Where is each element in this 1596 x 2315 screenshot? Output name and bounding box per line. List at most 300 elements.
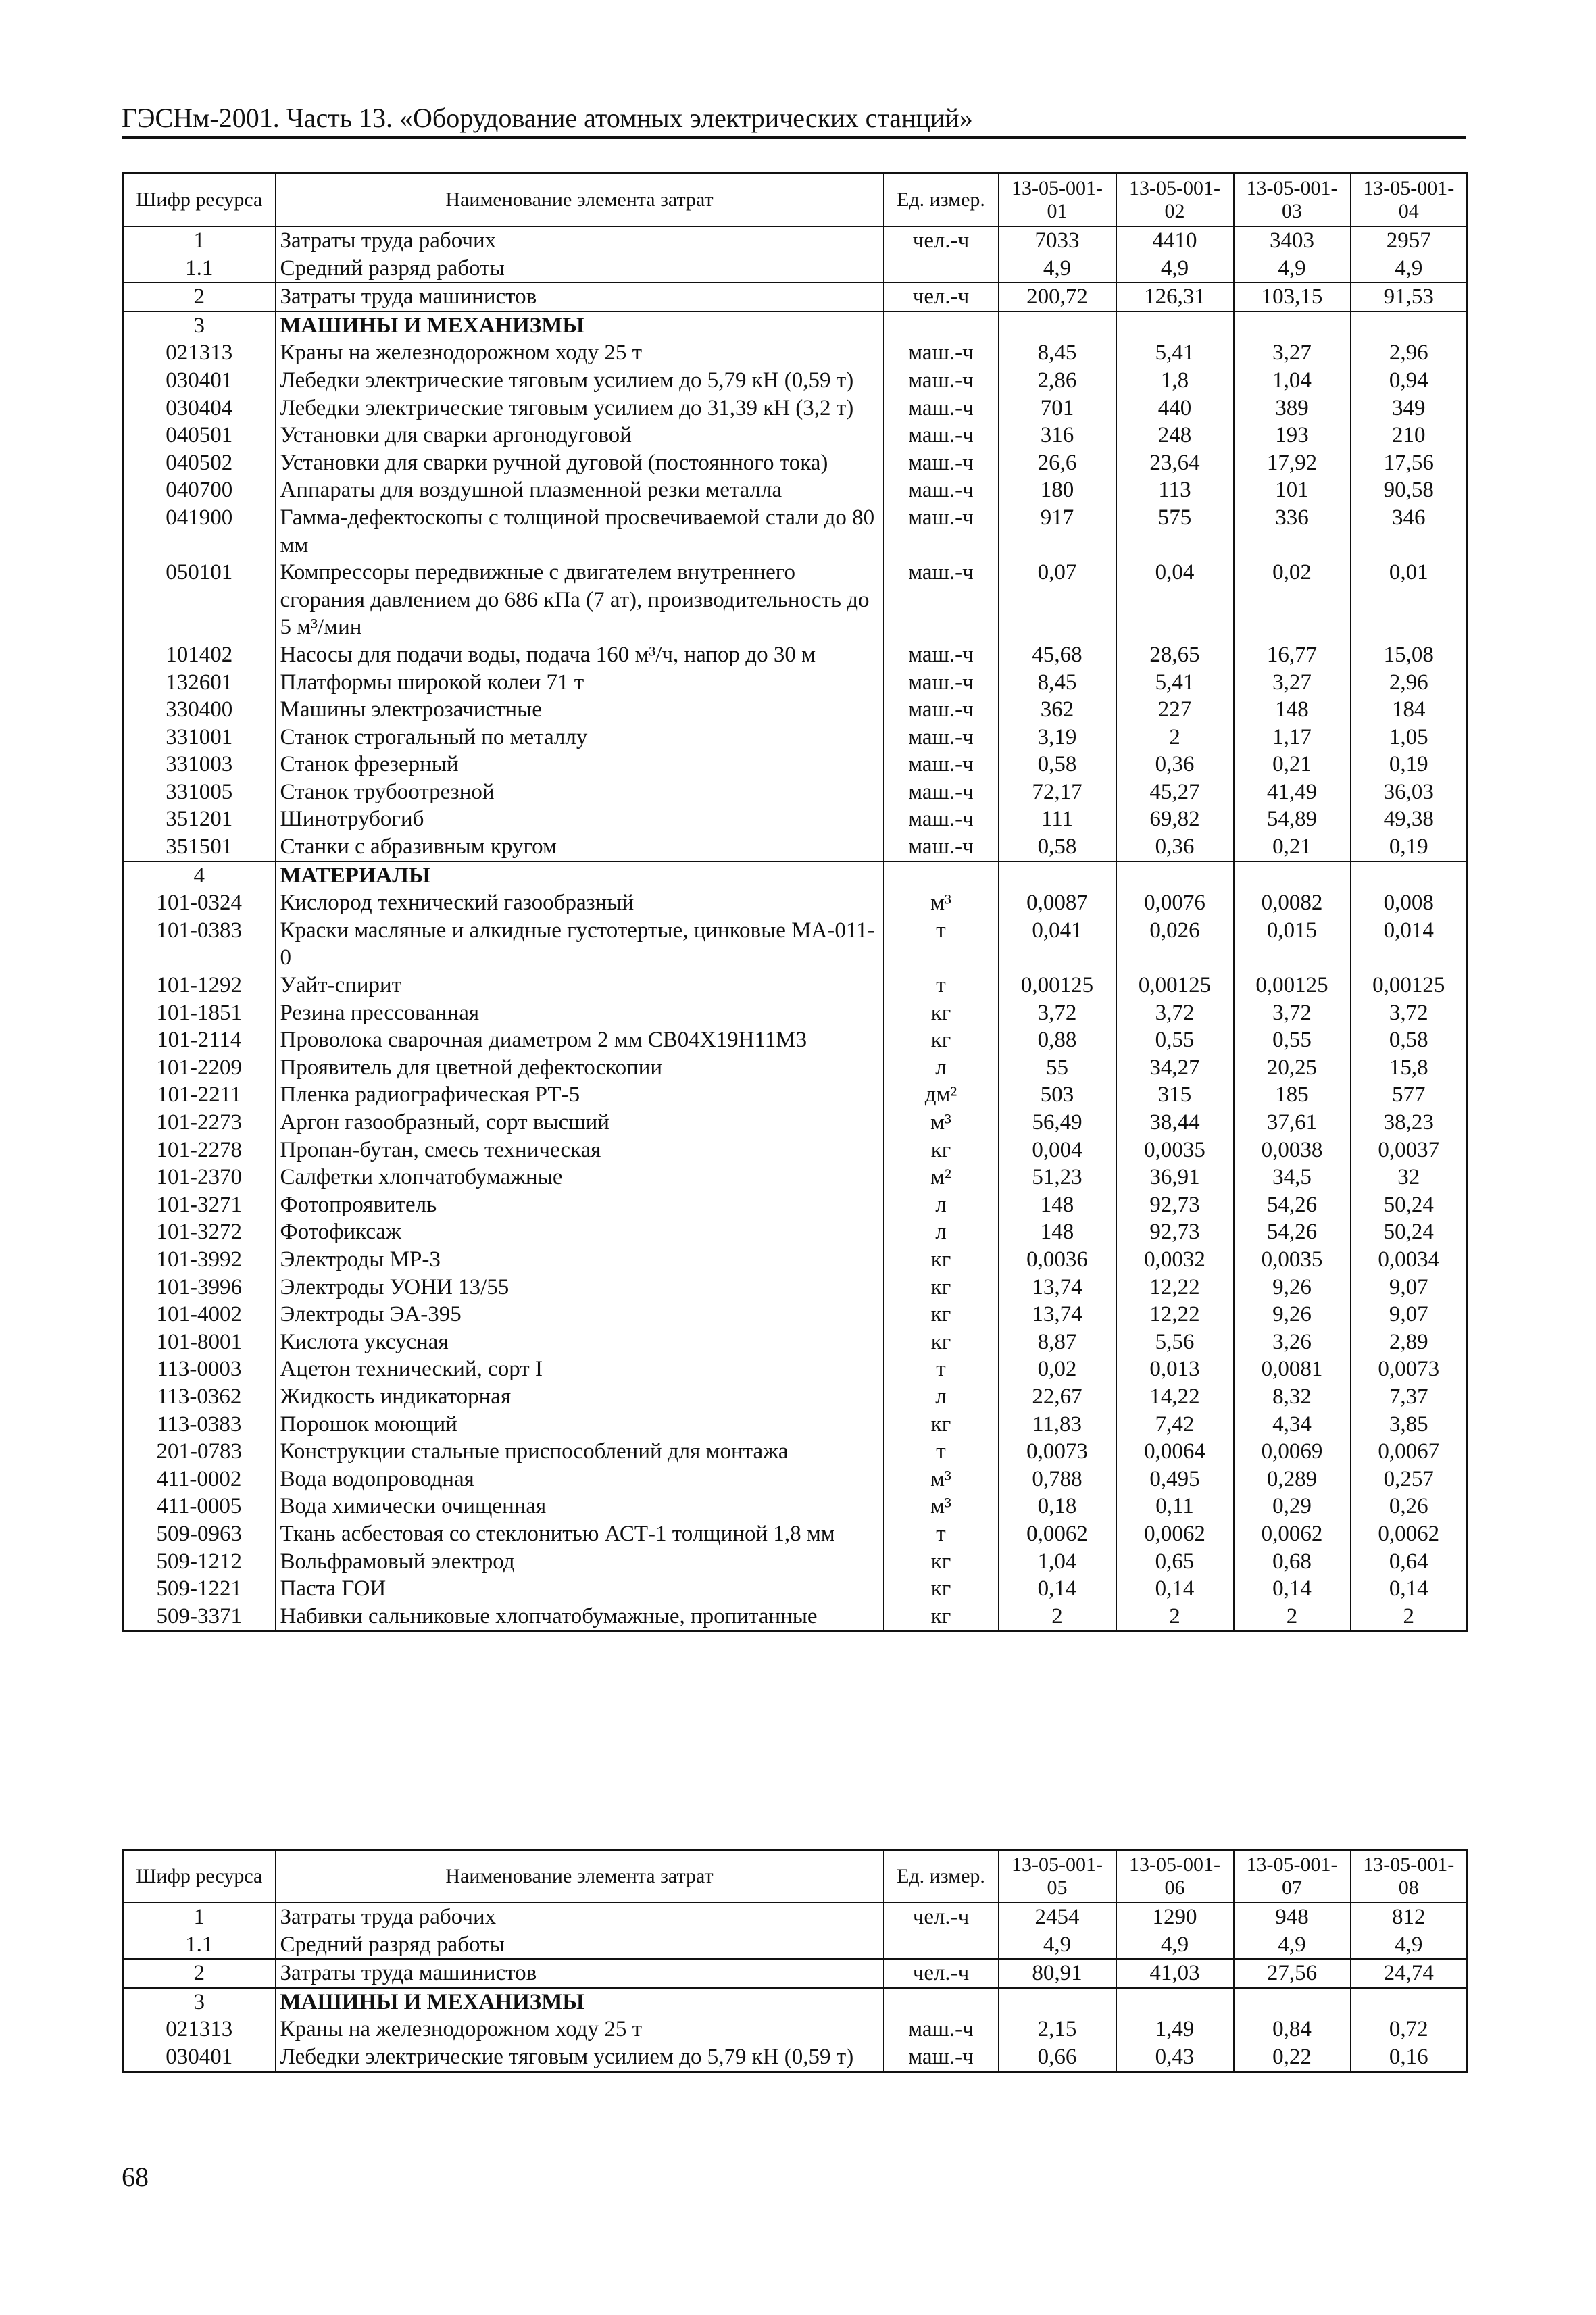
cost-element-name: Лебедки электрические тяговым усилием до 31,39 кН (3,2 т) [276,395,884,422]
header-unit: Ед. измер. [884,174,999,227]
value-col-1: 13,74 [999,1274,1116,1301]
cost-element-name: Краны на железнодорожном ходу 25 т [276,339,884,367]
value-col-2: 0,0064 [1116,1438,1234,1466]
value-col-4: 0,0073 [1378,1357,1440,1382]
table-header-row [123,1850,1468,1903]
value-col-2: 0,0062 [1116,1520,1234,1548]
value-col-2: 575 [1116,504,1234,559]
resource-table-2 [122,1849,1468,2073]
table-row [123,449,1468,477]
value-col-3: 4,34 [1234,1411,1351,1439]
resource-code: 041900 [123,504,276,559]
value-col-3: 0,015 [1234,917,1351,972]
table-row [123,1988,1468,2016]
value-col-2: 5,56 [1116,1328,1234,1356]
cost-element-name: МАШИНЫ И МЕХАНИЗМЫ [276,1988,884,2016]
value-col-4: 2,96 [1389,670,1428,695]
value-col-3: 0,289 [1234,1466,1351,1493]
value-col-4: 9,07 [1389,1302,1428,1327]
value-col-2: 12,22 [1116,1274,1234,1301]
header-name: Наименование элемента затрат [276,174,884,227]
table-row [123,751,1468,778]
table-row [123,367,1468,395]
value-col-2: 0,495 [1116,1466,1234,1493]
unit: л [884,1054,999,1082]
value-col-2: 34,27 [1116,1054,1234,1082]
cost-element-name: Средний разряд работы [276,1931,884,1960]
value-col-1: 0,02 [999,1355,1116,1383]
value-col-3: 27,56 [1234,1959,1351,1988]
value-col-3: 101 [1234,476,1351,504]
table-row [123,696,1468,724]
unit: т [884,1520,999,1548]
resource-code: 101402 [123,641,276,669]
table-row [123,1301,1468,1328]
unit: кг [884,1301,999,1328]
value-col-2 [1116,862,1234,890]
header-name: Наименование элемента затрат [276,1850,884,1903]
value-col-1: 8,45 [999,669,1116,697]
cost-element-name: Станок фрезерный [276,751,884,778]
value-col-3: 1,04 [1234,367,1351,395]
table-row [123,641,1468,669]
value-col-2: 4,9 [1116,1931,1234,1960]
value-col-3: 3403 [1234,226,1351,255]
value-col-1: 45,68 [999,641,1116,669]
value-col-1: 3,19 [999,724,1116,751]
unit: м³ [884,1109,999,1137]
header-col-2: 13-05-001-06 [1116,1850,1234,1903]
value-col-1 [999,862,1116,890]
value-col-2: 5,41 [1116,669,1234,697]
cost-element-name: Лебедки электрические тяговым усилием до 5,79 кН (0,59 т) [276,2043,884,2072]
unit: маш.-ч [884,833,999,862]
value-col-1: 180 [999,476,1116,504]
value-col-3: 54,89 [1234,805,1351,833]
value-col-2: 5,41 [1116,339,1234,367]
table-row [123,805,1468,833]
cost-element-name: Затраты труда машинистов [276,282,884,312]
resource-code: 021313 [123,2016,276,2043]
value-col-4: 0,01 [1389,560,1428,585]
resource-code: 509-3371 [123,1603,276,1631]
header-code: Шифр ресурса [123,174,276,227]
table-row [123,1493,1468,1520]
cost-element-name: Набивки сальниковые хлопчатобумажные, пропитанные [276,1603,884,1631]
value-col-1: 316 [999,422,1116,449]
cost-element-name: Затраты труда рабочих [276,1903,884,1931]
value-col-4: 3,85 [1389,1412,1428,1437]
table-row [123,339,1468,367]
value-col-2: 0,013 [1116,1355,1234,1383]
unit: маш.-ч [884,422,999,449]
unit [884,862,999,890]
value-col-4: 36,03 [1383,779,1434,804]
cost-element-name: Проволока сварочная диаметром 2 мм СВ04Х19Н11М3 [276,1026,884,1054]
value-col-4: 2957 [1351,226,1468,255]
value-col-4: 3,72 [1389,1000,1428,1025]
value-col-1: 0,0036 [999,1246,1116,1274]
resource-code: 101-2114 [123,1026,276,1054]
value-col-3: 103,15 [1234,282,1351,312]
value-col-1: 2454 [999,1903,1116,1931]
value-col-3: 3,26 [1234,1328,1351,1356]
unit: л [884,1218,999,1246]
value-col-1: 0,58 [999,751,1116,778]
table-row [123,1355,1468,1383]
value-col-2: 3,72 [1116,999,1234,1027]
resource-code: 040700 [123,476,276,504]
value-col-3: 3,27 [1234,339,1351,367]
value-col-3: 0,0081 [1234,1355,1351,1383]
value-col-2: 0,0076 [1116,889,1234,917]
cost-element-name: Вольфрамовый электрод [276,1548,884,1576]
page-number: 68 [122,2162,149,2192]
resource-code: 113-0003 [123,1355,276,1383]
unit: маш.-ч [884,395,999,422]
value-col-1: 0,66 [999,2043,1116,2072]
value-col-4: 0,257 [1383,1466,1434,1491]
resource-code: 040501 [123,422,276,449]
cost-element-name: Лебедки электрические тяговым усилием до 5,79 кН (0,59 т) [276,367,884,395]
page-title: ГЭСНм-2001. Часть 13. «Оборудование атомных электрических станций» [122,103,973,133]
value-col-1: 0,041 [999,917,1116,972]
unit: маш.-ч [884,449,999,477]
value-col-3: 0,02 [1234,559,1351,641]
value-col-2: 0,43 [1116,2043,1234,2072]
cost-element-name: Порошок моющий [276,1411,884,1439]
resource-code: 101-2278 [123,1137,276,1164]
table-row [123,999,1468,1027]
value-col-1: 55 [999,1054,1116,1082]
resource-code: 101-0324 [123,889,276,917]
unit: маш.-ч [884,367,999,395]
table-row [123,476,1468,504]
value-col-4: 577 [1392,1082,1426,1107]
cost-element-name: Паста ГОИ [276,1575,884,1603]
resource-code: 101-1851 [123,999,276,1027]
value-col-3: 20,25 [1234,1054,1351,1082]
resource-code: 113-0362 [123,1383,276,1411]
value-col-1: 0,14 [999,1575,1116,1603]
value-col-2: 440 [1116,395,1234,422]
table-row [123,1411,1468,1439]
value-col-4: 38,23 [1383,1110,1434,1135]
cost-element-name: Станок строгальный по металлу [276,724,884,751]
value-col-3: 2 [1234,1603,1351,1631]
table-row [123,669,1468,697]
value-col-4: 0,0034 [1378,1247,1440,1272]
value-col-4: 2,96 [1389,341,1428,366]
unit: маш.-ч [884,2043,999,2072]
header-col-4: 13-05-001-04 [1351,174,1468,227]
table-row [123,1109,1468,1137]
unit: маш.-ч [884,476,999,504]
table-row [123,1081,1468,1109]
value-col-4: 0,58 [1389,1028,1428,1053]
resource-table-1 [122,172,1468,1632]
value-col-3: 0,0069 [1234,1438,1351,1466]
value-col-2: 126,31 [1116,282,1234,312]
value-col-3: 185 [1234,1081,1351,1109]
value-col-2: 248 [1116,422,1234,449]
cost-element-name: Ткань асбестовая со стеклонитью АСТ-1 толщиной 1,8 мм [276,1520,884,1548]
value-col-2: 4410 [1116,226,1234,255]
value-col-3: 4,9 [1234,1931,1351,1960]
table-row [123,917,1468,972]
value-col-4: 0,64 [1389,1549,1428,1574]
unit: л [884,1191,999,1219]
cost-element-name: Насосы для подачи воды, подача 160 м³/ч, напор до 30 м [276,641,884,669]
table-row [123,282,1468,312]
unit: маш.-ч [884,641,999,669]
value-col-3: 193 [1234,422,1351,449]
resource-code: 331005 [123,778,276,806]
resource-code: 101-2370 [123,1164,276,1191]
table-row [123,1383,1468,1411]
table-row [123,1164,1468,1191]
value-col-4 [1351,312,1468,340]
value-col-3 [1234,1988,1351,2016]
value-col-3: 4,9 [1234,255,1351,283]
unit: маш.-ч [884,751,999,778]
value-col-2: 0,36 [1116,751,1234,778]
resource-code: 331001 [123,724,276,751]
value-col-2: 4,9 [1116,255,1234,283]
cost-element-name: Проявитель для цветной дефектоскопии [276,1054,884,1082]
value-col-3: 9,26 [1234,1301,1351,1328]
value-col-2 [1116,312,1234,340]
unit: кг [884,1603,999,1631]
value-col-1: 8,45 [999,339,1116,367]
resource-code: 1 [123,1903,276,1931]
value-col-3: 0,0038 [1234,1137,1351,1164]
value-col-2: 92,73 [1116,1191,1234,1219]
table-row [123,312,1468,340]
value-col-3: 0,00125 [1234,972,1351,999]
value-col-1: 2,86 [999,367,1116,395]
value-col-4: 346 [1392,505,1426,530]
value-col-4: 2 [1403,1603,1414,1628]
value-col-2: 2 [1116,724,1234,751]
value-col-1 [999,1988,1116,2016]
value-col-3: 0,84 [1234,2016,1351,2043]
table-row [123,1931,1468,1960]
value-col-3: 8,32 [1234,1383,1351,1411]
unit: м³ [884,1466,999,1493]
value-col-2: 45,27 [1116,778,1234,806]
resource-code: 201-0783 [123,1438,276,1466]
header-col-2: 13-05-001-02 [1116,174,1234,227]
resource-code: 411-0002 [123,1466,276,1493]
table-row [123,1603,1468,1631]
value-col-1: 2,15 [999,2016,1116,2043]
unit: кг [884,1137,999,1164]
value-col-2: 1,8 [1116,367,1234,395]
table-row [123,833,1468,862]
table-row [123,1466,1468,1493]
cost-element-name: Средний разряд работы [276,255,884,283]
value-col-2: 1290 [1116,1903,1234,1931]
value-col-1: 0,18 [999,1493,1116,1520]
unit [884,1988,999,2016]
value-col-3: 0,0062 [1234,1520,1351,1548]
table-row [123,1218,1468,1246]
unit: м³ [884,889,999,917]
resource-code: 2 [123,1959,276,1988]
value-col-2: 2 [1116,1603,1234,1631]
cost-element-name: Затраты труда машинистов [276,1959,884,1988]
table-row [123,504,1468,559]
resource-code: 3 [123,312,276,340]
cost-element-name: Салфетки хлопчатобумажные [276,1164,884,1191]
cost-element-name: Конструкции стальные приспособлений для монтажа [276,1438,884,1466]
unit [884,312,999,340]
value-col-4 [1351,1988,1468,2016]
unit: маш.-ч [884,778,999,806]
value-col-2: 41,03 [1116,1959,1234,1988]
value-col-4: 4,9 [1395,1932,1423,1957]
value-col-4: 0,19 [1389,752,1428,777]
unit: м³ [884,1493,999,1520]
header-col-3: 13-05-001-07 [1234,1850,1351,1903]
resource-code: 101-2211 [123,1081,276,1109]
cost-element-name: Кислота уксусная [276,1328,884,1356]
value-col-3: 54,26 [1234,1191,1351,1219]
value-col-4: 0,94 [1389,368,1428,393]
value-col-2: 0,55 [1116,1026,1234,1054]
resource-code: 021313 [123,339,276,367]
value-col-2: 28,65 [1116,641,1234,669]
value-col-3: 0,29 [1234,1493,1351,1520]
value-col-1: 362 [999,696,1116,724]
value-col-3: 1,17 [1234,724,1351,751]
unit: кг [884,1026,999,1054]
resource-code: 1.1 [123,1931,276,1960]
value-col-1: 148 [999,1218,1116,1246]
cost-element-name: Вода химически очищенная [276,1493,884,1520]
value-col-1: 7033 [999,226,1116,255]
value-col-2: 0,04 [1116,559,1234,641]
value-col-1: 148 [999,1191,1116,1219]
table-row [123,255,1468,283]
table-row [123,395,1468,422]
table-row [123,1903,1468,1931]
resource-code: 050101 [123,559,276,641]
unit: т [884,1355,999,1383]
unit: т [884,1438,999,1466]
cost-element-name: Вода водопроводная [276,1466,884,1493]
value-col-2: 0,14 [1116,1575,1234,1603]
table-row [123,1191,1468,1219]
header-unit: Ед. измер. [884,1850,999,1903]
value-col-4: 0,0062 [1378,1521,1440,1546]
value-col-4: 90,58 [1383,478,1434,503]
resource-code: 030404 [123,395,276,422]
table-row [123,422,1468,449]
cost-element-name: МАТЕРИАЛЫ [276,862,884,890]
unit: кг [884,1246,999,1274]
value-col-4: 0,26 [1389,1494,1428,1519]
resource-code: 101-3271 [123,1191,276,1219]
table-row [123,778,1468,806]
value-col-4: 32 [1397,1165,1420,1190]
unit: маш.-ч [884,559,999,641]
table-row [123,226,1468,255]
cost-element-name: МАШИНЫ И МЕХАНИЗМЫ [276,312,884,340]
value-col-1: 0,0073 [999,1438,1116,1466]
value-col-3: 0,14 [1234,1575,1351,1603]
resource-code: 509-1221 [123,1575,276,1603]
value-col-1: 111 [999,805,1116,833]
value-col-1: 1,04 [999,1548,1116,1576]
table-row [123,862,1468,890]
value-col-3: 0,68 [1234,1548,1351,1576]
resource-code: 509-1212 [123,1548,276,1576]
value-col-4: 349 [1392,395,1426,420]
cost-element-name: Резина прессованная [276,999,884,1027]
unit: чел.-ч [884,282,999,312]
value-col-3: 34,5 [1234,1164,1351,1191]
value-col-4: 2,89 [1389,1329,1428,1354]
resource-code: 030401 [123,367,276,395]
value-col-3: 0,55 [1234,1026,1351,1054]
unit: т [884,917,999,972]
value-col-1 [999,312,1116,340]
table-row [123,1054,1468,1082]
value-col-4: 0,014 [1383,918,1434,943]
table-row [123,1575,1468,1603]
table-row [123,724,1468,751]
cost-element-name: Пропан-бутан, смесь техническая [276,1137,884,1164]
value-col-3: 336 [1234,504,1351,559]
unit: дм² [884,1081,999,1109]
table-header-row [123,174,1468,227]
table-row [123,1246,1468,1274]
cost-element-name: Электроды ЭА-395 [276,1301,884,1328]
header-col-1: 13-05-001-05 [999,1850,1116,1903]
value-col-1: 0,58 [999,833,1116,862]
value-col-4: 0,00125 [1372,973,1445,998]
value-col-1: 56,49 [999,1109,1116,1137]
value-col-4: 91,53 [1351,282,1468,312]
header-col-3: 13-05-001-03 [1234,174,1351,227]
unit: кг [884,1411,999,1439]
cost-element-name: Установки для сварки аргонодуговой [276,422,884,449]
header-col-4: 13-05-001-08 [1351,1850,1468,1903]
value-col-4: 50,24 [1383,1220,1434,1245]
value-col-4: 49,38 [1383,807,1434,832]
unit [884,255,999,283]
value-col-2: 0,0035 [1116,1137,1234,1164]
unit: л [884,1383,999,1411]
resource-code: 040502 [123,449,276,477]
cost-element-name: Краски масляные и алкидные густотертые, цинковые МА-011-0 [276,917,884,972]
unit: маш.-ч [884,696,999,724]
value-col-1: 80,91 [999,1959,1116,1988]
unit: чел.-ч [884,1903,999,1931]
value-col-3: 37,61 [1234,1109,1351,1137]
resource-code: 330400 [123,696,276,724]
value-col-1: 200,72 [999,282,1116,312]
value-col-2: 69,82 [1116,805,1234,833]
cost-element-name: Установки для сварки ручной дуговой (постоянного тока) [276,449,884,477]
value-col-2: 23,64 [1116,449,1234,477]
value-col-1: 0,07 [999,559,1116,641]
value-col-4: 210 [1392,423,1426,448]
value-col-1: 8,87 [999,1328,1116,1356]
cost-element-name: Пленка радиографическая РТ-5 [276,1081,884,1109]
